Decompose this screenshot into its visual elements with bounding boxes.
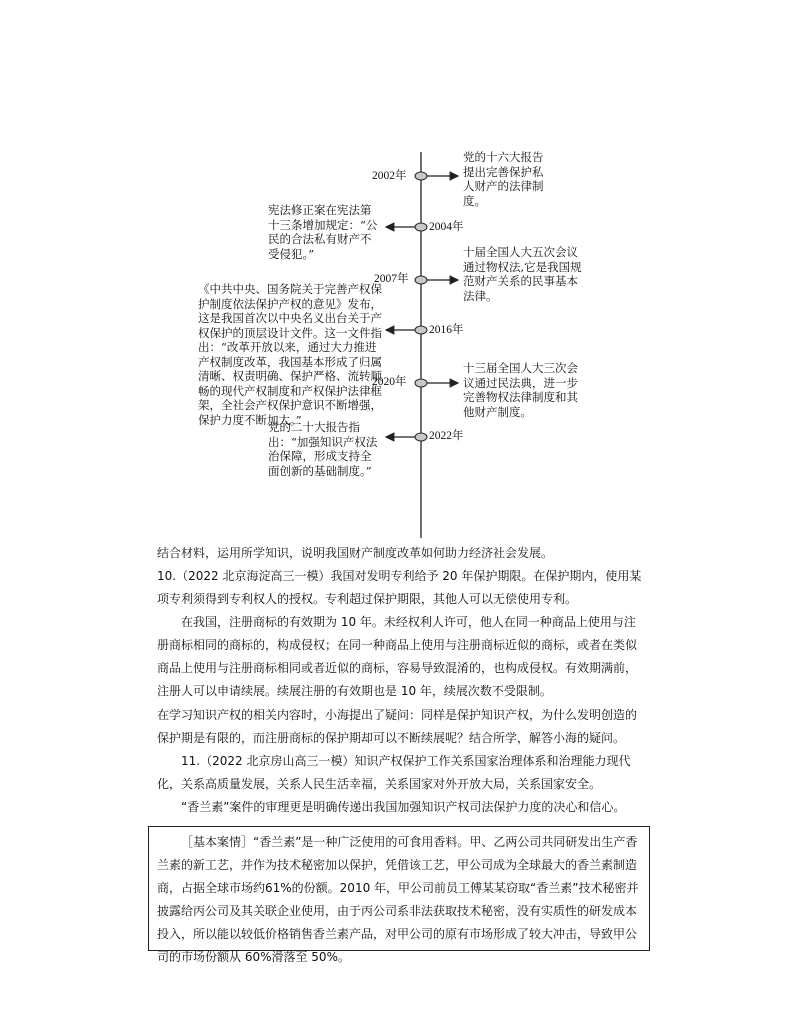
year-2016: 2016年 <box>429 324 464 336</box>
timeline-node-2020 <box>415 379 427 387</box>
year-2004: 2004年 <box>429 221 464 233</box>
event-2020-text: 十三届全国人大三次会议通过民法典，进一步完善物权法律制度和其他财产制度。 <box>463 361 578 419</box>
question-10-prompt: 在学习知识产权的相关内容时，小海提出了疑问：同样是保护知识产权，为什么发明创造的保护期是有限的，而注册商标的保护期却可以不断续展呢？结合所学，解答小海的疑问。 <box>157 708 638 745</box>
event-2004-text: 宪法修正案在宪法第十三条增加规定：“公民的合法私有财产不受侵犯。” <box>268 203 378 261</box>
timeline-node-2002 <box>415 172 427 180</box>
question-11-intro: 11.（2022 北京房山高三一模）知识产权保护工作关系国家治理体系和治理能力现代化，关系高质量发展，关系人民生活幸福，关系国家对外开放大局，关系国家安全。 <box>157 754 631 791</box>
case-box <box>148 826 650 964</box>
question-10-trademark: 在我国，注册商标的有效期为 10 年。未经权利人许可，他人在同一种商品上使用与注册商标相同的商标的，构成侵权；在同一种商品上使用与注册商标近似的商标，或者在类似商品上使用与注册商标相同或者近似的商标，容易导致混淆的，也构成侵权。有效期满前，注册人可以申请续展。续展注册的有效期也是 10 年，续展次数不受限制。 <box>157 615 638 698</box>
year-2020: 2020年 <box>372 376 407 388</box>
timeline-node-2007 <box>415 276 427 284</box>
question-10-intro: 10.（2022 北京海淀高三一模）我国对发明专利给予 20 年保护期限。在保护期内，使用某项专利须得到专利权人的授权。专利超过保护期限，其他人可以无偿使用专利。 <box>157 569 642 606</box>
timeline-node-2022 <box>415 433 427 441</box>
event-2002-text: 党的十六大报告提出完善保护私人财产的法律制度。 <box>463 150 544 208</box>
timeline-node-2016 <box>415 326 427 334</box>
year-2022: 2022年 <box>429 430 464 442</box>
timeline-node-2004 <box>415 223 427 231</box>
question-9-prompt: 结合材料，运用所学知识，说明我国财产制度改革如何助力经济社会发展。 <box>157 546 554 560</box>
case-box-text: ［基本案情］“香兰素”是一种广泛使用的可食用香料。甲、乙两公司共同研发出生产香兰素的新工艺，并作为技术秘密加以保护，凭借该工艺，甲公司成为全球最大的香兰素制造商，占据全球市场约61%的份额。2010 年，甲公司前员工傅某某窃取“香兰素”技术秘密并披露给丙公司及其关联企业使用，由于丙公司系非法获取技术秘密，没有实质性的研发成本投入，所以能以较低价格销售香兰素产品，对甲公司的原有市场形成了较大冲击，导致甲公司的市场份额从 60%滑落至 50%。 <box>157 835 639 964</box>
year-2007: 2007年 <box>374 273 409 285</box>
question-11-case-lead: “香兰素”案件的审理更是明确传递出我国加强知识产权司法保护力度的决心和信心。 <box>181 800 626 814</box>
event-2022-text: 党的二十大报告指出：“加强知识产权法治保障，形成支持全面创新的基础制度。” <box>268 420 378 478</box>
event-2016-text: 《中共中央、国务院关于完善产权保护制度依法保护产权的意见》发布，这是我国首次以中央名义出台关于产权保护的顶层设计文件。这一文件指出：“改革开放以来，通过大力推进产权制度改革，我国基本形成了归属清晰、权责明确、保护严格、流转顺畅的现代产权制度和产权保护法律框架，全社会产权保护意识不断增强，保护力度不断加大。” <box>198 282 382 427</box>
year-2002: 2002年 <box>372 170 407 182</box>
event-2007-text: 十届全国人大五次会议通过物权法,它是我国规范财产关系的民事基本法律。 <box>463 245 582 303</box>
